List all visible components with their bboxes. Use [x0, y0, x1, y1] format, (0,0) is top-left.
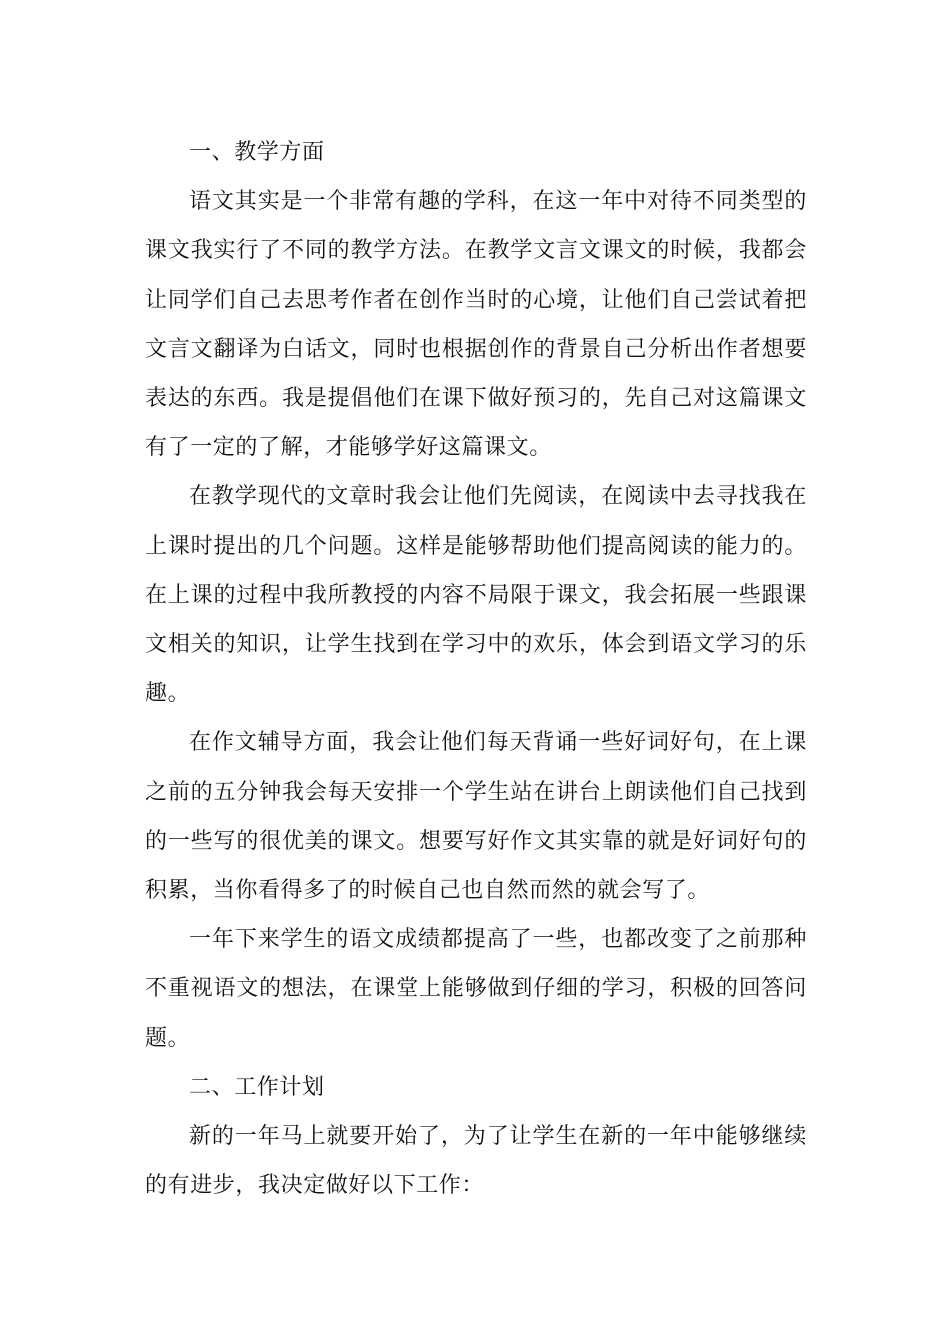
- section-heading-teaching: 一、教学方面: [189, 140, 325, 165]
- paragraph-new-year-plan: 新的一年马上就要开始了，为了让学生在新的一年中能够继续的有进步，我决定做好以下工作：: [145, 1124, 807, 1199]
- paragraph-classical-chinese: 语文其实是一个非常有趣的学科，在这一年中对待不同类型的课文我实行了不同的教学方法。在教学文言文课文的时候，我都会让同学们自己去思考作者在创作当时的心境，让他们自己尝试着把文言文翻译为白话文，同时也根据创作的背景自己分析出作者想要表达的东西。我是提倡他们在课下做好预习的，先自己对这篇课文有了一定的了解，才能够学好这篇课文。: [145, 189, 807, 461]
- paragraph-results: 一年下来学生的语文成绩都提高了一些，也都改变了之前那种不重视语文的想法，在课堂上能够做到仔细的学习，积极的回答问题。: [145, 927, 807, 1051]
- paragraph-composition: 在作文辅导方面，我会让他们每天背诵一些好词好句，在上课之前的五分钟我会每天安排一个学生站在讲台上朗读他们自己找到的一些写的很优美的课文。想要写好作文其实靠的就是好词好句的积累，当你看得多了的时候自己也自然而然的就会写了。: [145, 730, 807, 904]
- document-body: [145, 128, 807, 1210]
- paragraph-modern-reading: 在教学现代的文章时我会让他们先阅读，在阅读中去寻找我在上课时提出的几个问题。这样是能够帮助他们提高阅读的能力的。在上课的过程中我所教授的内容不局限于课文，我会拓展一些跟课文相关的知识，让学生找到在学习中的欢乐，体会到语文学习的乐趣。: [145, 484, 807, 707]
- section-heading-work-plan: 二、工作计划: [189, 1074, 325, 1100]
